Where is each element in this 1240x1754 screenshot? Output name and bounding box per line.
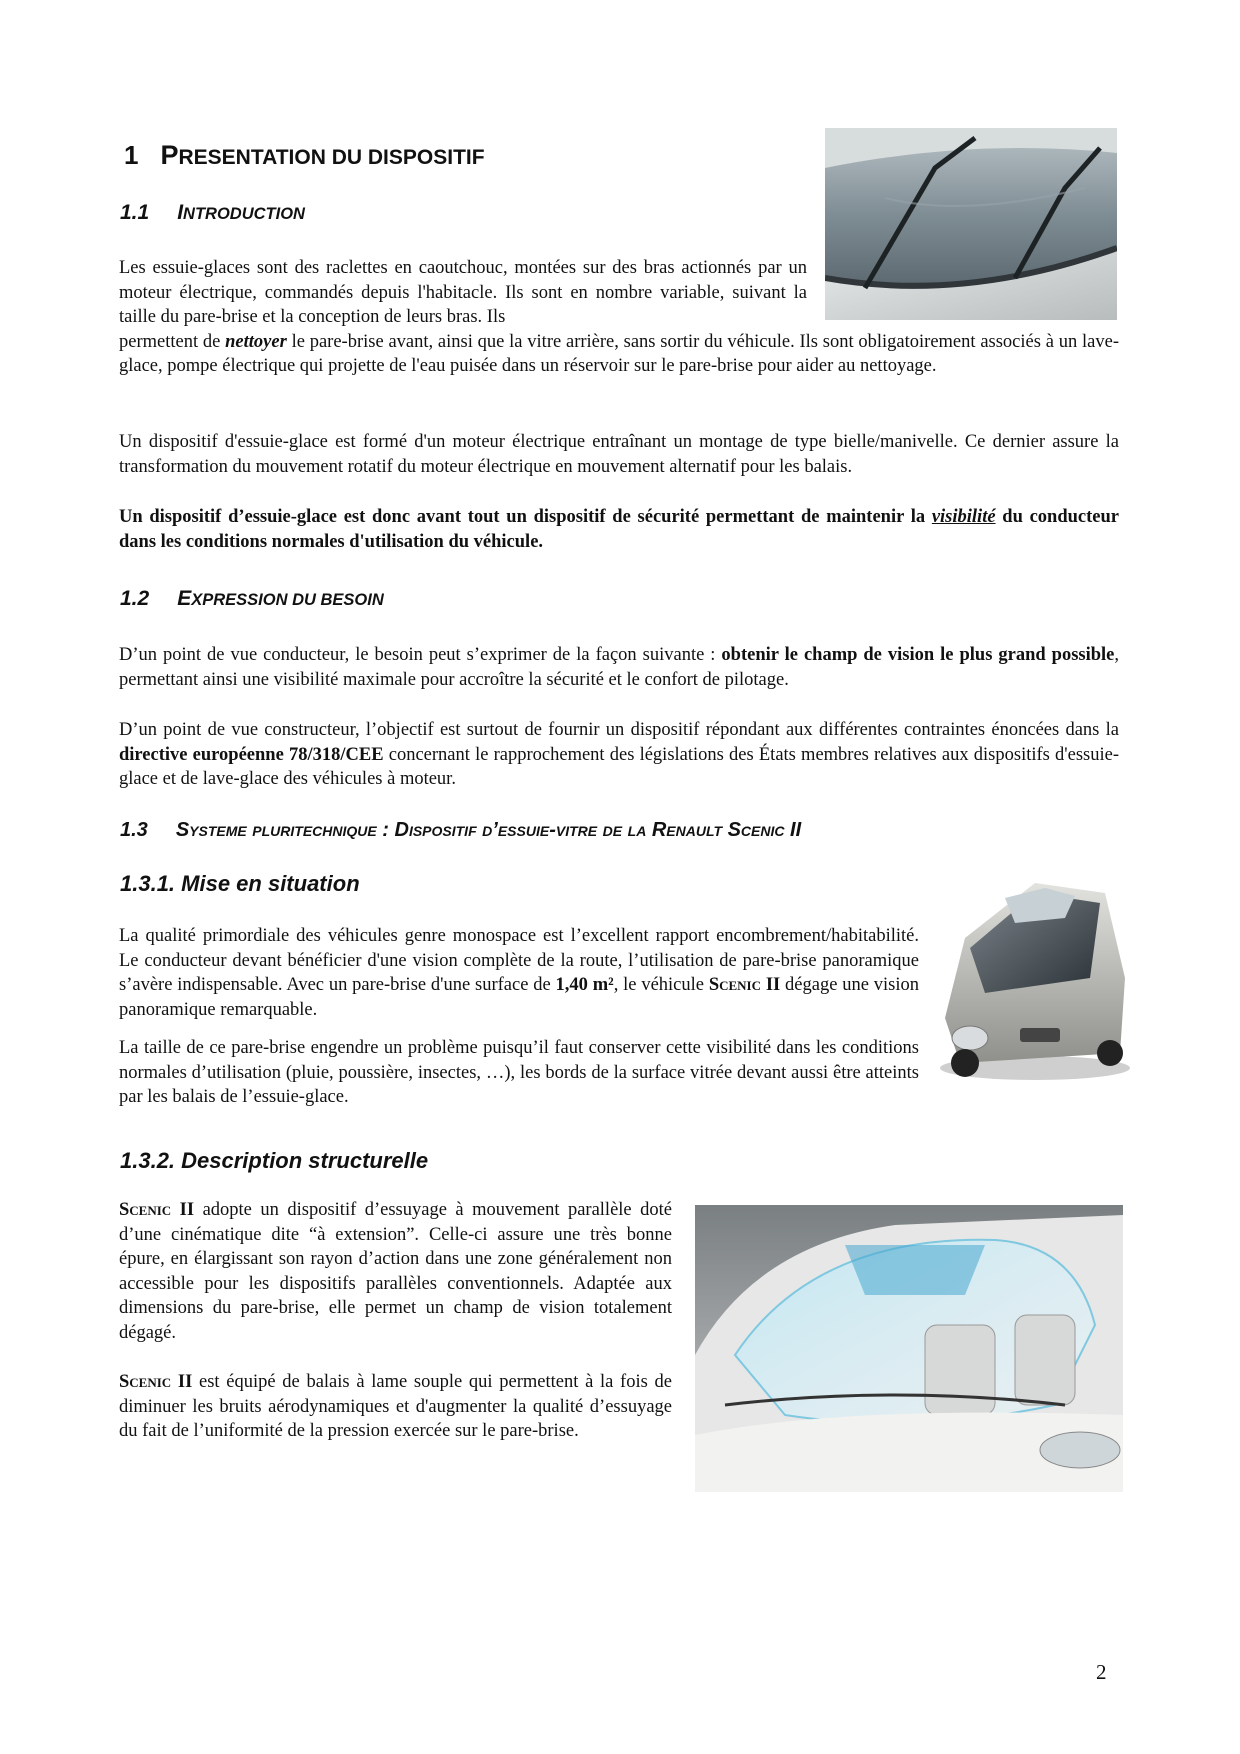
intro-p1-rest: permettent de nettoyer le pare-brise avant, ainsi que la vitre arrière, sans sortir du véhicule. Ils sont obligatoirement associés à un lave-glace, pompe électrique qui projette de l'eau puisée dans un réservoir sur le pare-brise pour aider au nettoyage. bbox=[119, 331, 1119, 376]
situation-paragraph-1: La qualité primordiale des véhicules genre monospace est l’excellent rapport encombrement/habitabilité. Le conducteur devant bénéficier d'une vision complète de la route, l’utilisation de pare-brise panoramique s’avère indispensable. Avec un pare-brise d'une surface de 1,40 m², le véhicule Scenic II dégage une vision panoramique remarquable. bbox=[119, 926, 919, 1020]
visibilite-keyword: visibilité bbox=[931, 507, 996, 527]
structure-paragraph-2: Scenic II est équipé de balais à lame souple qui permettent à la fois de diminuer les bruits aérodynamiques et d'augmenter la qualité d’essuyage du fait de l’uniformité de la pression exercée sur le pare-brise. bbox=[119, 1372, 672, 1441]
besoin-paragraph-2: D’un point de vue constructeur, l’objectif est surtout de fournir un dispositif répondant aux différentes contraintes énoncées dans la directive européenne 78/318/CEE concernant le rapprochement des législations des États membres relatives aux dispositifs d'essuie-glace et de lave-glace des véhicules à moteur. bbox=[119, 720, 1119, 789]
subsection-1-3-2-heading: 1.3.2. Description structurelle bbox=[120, 1148, 429, 1173]
page-number: 2 bbox=[1096, 1660, 1107, 1684]
structure-paragraph-1: Scenic II adopte un dispositif d’essuyage à mouvement parallèle doté d’une cinématique dite “à extension”. Celle-ci assure une très bonne épure, en élargissant son rayon d’action dans une zone généralement non accessible pour les dispositifs parallèles conventionnels. Adaptée aux dimensions du pare-brise, elle permet un champ de vision totalement dégagé. bbox=[119, 1200, 672, 1343]
intro-p1-wrap: Les essuie-glaces sont des raclettes en caoutchouc, montées sur des bras actionnés par un moteur électrique, commandés depuis l'habitacle. Ils sont en nombre variable, suivant la taille du pare-brise et la conception de leurs bras. Ils bbox=[119, 258, 807, 327]
besoin-paragraph-1: D’un point de vue conducteur, le besoin peut s’exprimer de la façon suivante : obtenir le champ de vision le plus grand possible, permettant ainsi une visibilité maximale pour accroître la sécurité et le confort de pilotage. bbox=[119, 645, 1119, 690]
section-title-rest: RESENTATION DU DISPOSITIF bbox=[178, 146, 485, 169]
renault-scenic-photo bbox=[925, 868, 1135, 1088]
surface-value: 1,40 m² bbox=[555, 975, 614, 995]
section-1-heading bbox=[124, 140, 485, 171]
section-number: 1 bbox=[124, 140, 139, 170]
intro-paragraph-3: Un dispositif d’essuie-glace est donc avant tout un dispositif de sécurité permettant de maintenir la visibilité du conducteur dans les conditions normales d'utilisation du véhicule. bbox=[119, 507, 1119, 552]
intro-paragraph-2: Un dispositif d'essuie-glace est formé d'un moteur électrique entraînant un montage de type bielle/manivelle. Ce dernier assure la transformation du mouvement rotatif du moteur électrique en mouvement alternatif pour les balais. bbox=[119, 432, 1119, 477]
section-title-initial: P bbox=[160, 140, 179, 170]
subsection-1-2-heading: 1.2 EXPRESSION DU BESOIN bbox=[120, 587, 384, 610]
subsection-1-3-heading: 1.3 Systeme pluritechnique : Dispositif d’essuie-vitre de la Renault Scenic II bbox=[120, 819, 802, 841]
subsection-number: 1.1 bbox=[120, 201, 150, 224]
scenic-name: Scenic II bbox=[119, 1200, 195, 1220]
scenic-name: Scenic II bbox=[119, 1372, 193, 1392]
directive-emphasis: directive européenne 78/318/CEE bbox=[119, 744, 384, 765]
subsection-title-rest: NTRODUCTION bbox=[183, 205, 305, 223]
windshield-interior-photo bbox=[695, 1205, 1123, 1492]
intro-paragraph-1 bbox=[119, 256, 1119, 379]
champ-vision-emphasis: obtenir le champ de vision le plus grand possible bbox=[721, 645, 1115, 665]
subsection-1-1-heading bbox=[120, 201, 305, 225]
nettoyer-keyword: nettoyer bbox=[225, 331, 287, 352]
situation-paragraph-2: La taille de ce pare-brise engendre un problème puisqu’il faut conserver cette visibilité dans les conditions normales d’utilisation (pluie, poussière, insectes, …), les bords de la surface vitrée devant aussi être atteints par les balais de l’essuie-glace. bbox=[119, 1038, 919, 1107]
subsection-1-3-title: Systeme pluritechnique : Dispositif d’essuie-vitre de la Renault Scenic II bbox=[175, 819, 802, 841]
subsection-1-3-1-heading: 1.3.1. Mise en situation bbox=[120, 871, 360, 896]
scenic-name: Scenic II bbox=[708, 975, 781, 995]
subsection-title-initial: I bbox=[177, 201, 184, 224]
